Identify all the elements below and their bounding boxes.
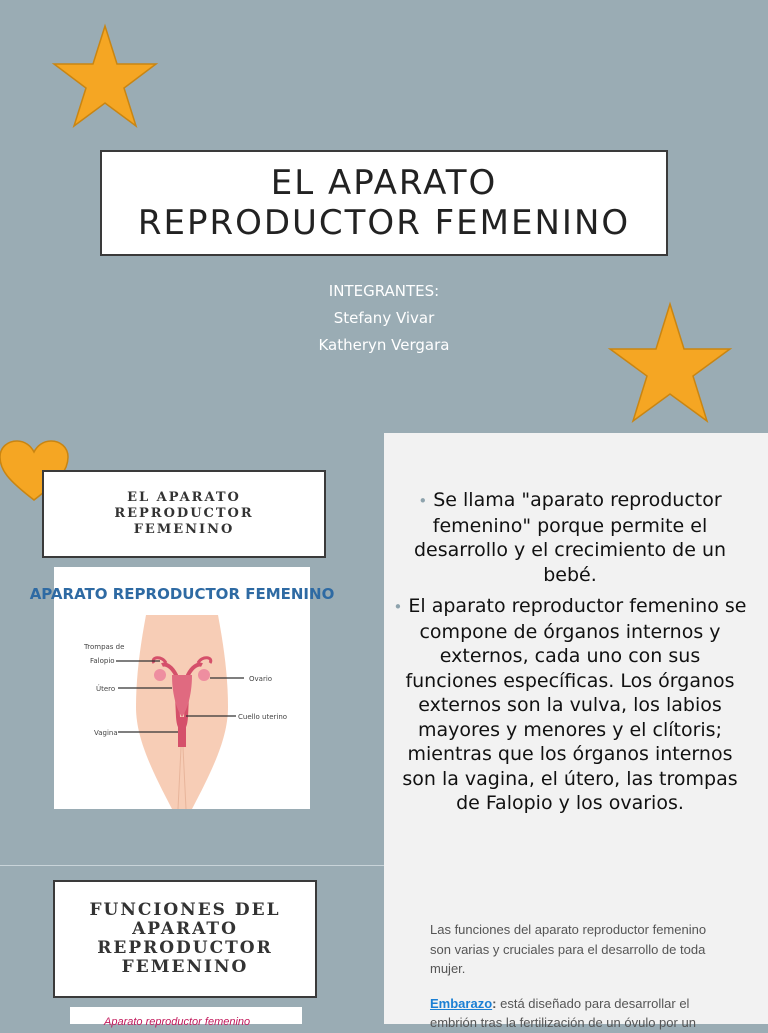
functions-item	[430, 994, 730, 1033]
anatomy-illustration	[29, 567, 335, 809]
bullet-dot-icon: •	[418, 492, 428, 510]
section-title-line: EL APARATO	[127, 490, 241, 505]
bullet-item	[392, 488, 748, 587]
member-name: Stefany Vivar	[333, 309, 435, 327]
functions-intro: Las funciones del aparato reproductor femenino son varias y cruciales para el desarrollo de toda mujer.	[430, 922, 707, 976]
section-title-line: APARATO	[132, 919, 238, 939]
main-title-line2: REPRODUCTOR FEMENINO	[137, 203, 631, 243]
bullet-text: El aparato reproductor femenino se compone de órganos internos y externos, cada uno con sus funciones específicas. Los órganos externos son la vulva, los labios mayores y menores y el clítoris; mientras que los órganos internos son la vagina, el útero, las trompas de Falopio y los ovarios.	[402, 595, 747, 814]
bullet-text: Se llama "aparato reproductor femenino" porque permite el desarrollo y el crecimiento de un bebé.	[413, 489, 727, 586]
section-title-line: FEMENINO	[121, 957, 249, 977]
label-vagina: Vagina	[94, 729, 118, 737]
members-block	[284, 278, 484, 359]
diagram-thumbnail	[70, 1007, 302, 1028]
main-title	[100, 150, 668, 256]
diagram-heading: APARATO REPRODUCTOR FEMENINO	[29, 585, 335, 603]
section-title-line: REPRODUCTOR	[97, 938, 273, 958]
member-name: Katheryn Vergara	[318, 336, 450, 354]
bullet-item	[392, 594, 748, 816]
label-trompas: Trompas de	[84, 643, 125, 651]
functions-text	[430, 920, 730, 1033]
slide-divider	[0, 865, 384, 866]
embarazo-link[interactable]: Embarazo	[430, 995, 493, 1011]
section-title-line: FEMENINO	[133, 522, 235, 537]
star-icon	[608, 302, 732, 424]
main-title-line1: EL APARATO	[270, 163, 498, 203]
bullet-dot-icon: •	[393, 598, 403, 616]
label-utero: Útero	[96, 685, 116, 693]
anatomy-diagram	[29, 567, 335, 809]
item-colon: :	[492, 995, 497, 1011]
item-text: está diseñado para desarrollar el embrión tras la fertilización de un óvulo por un	[430, 995, 696, 1030]
label-cuello: Cuello uterino	[238, 713, 288, 721]
star-icon	[52, 24, 158, 130]
section-title-funciones	[53, 880, 317, 998]
label-falopio: Falopio	[90, 657, 115, 665]
members-heading: INTEGRANTES:	[328, 282, 440, 300]
section-title-line: FUNCIONES DEL	[89, 900, 281, 920]
section-title-aparato	[42, 470, 326, 558]
label-ovario: Ovario	[249, 675, 273, 683]
thumbnail-caption: Aparato reproductor femenino	[104, 1016, 251, 1028]
section-title-line: REPRODUCTOR	[114, 506, 254, 521]
